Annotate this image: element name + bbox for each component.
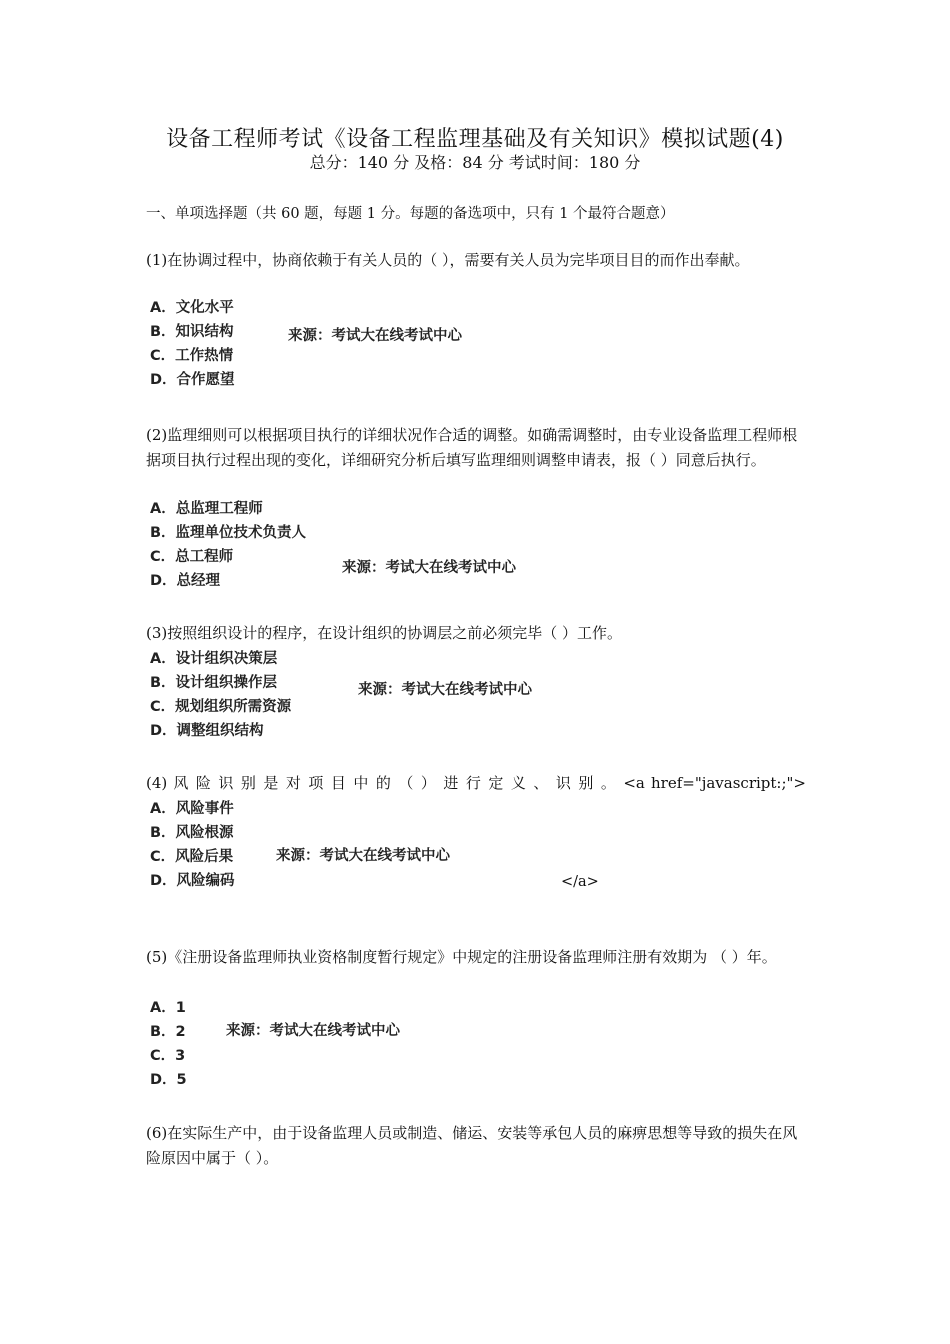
option-d: D．5 [150, 1072, 187, 1088]
option-a: A．总监理工程师 [150, 501, 263, 517]
source-label: 来源：考试大在线考试中心 [288, 328, 462, 344]
question-1-options [150, 296, 235, 392]
option-b: B．2 [150, 1024, 186, 1040]
option-d: D．风险编码 [150, 873, 235, 889]
option-d: D．调整组织结构 [150, 723, 264, 739]
option-d: D．总经理 [150, 573, 221, 589]
source-label: 来源：考试大在线考试中心 [276, 848, 450, 864]
question-2-options [150, 497, 306, 593]
source-label: 来源：考试大在线考试中心 [226, 1023, 400, 1039]
question-5-options [150, 996, 187, 1092]
question-3 [146, 621, 806, 646]
question-4 [146, 771, 806, 796]
option-c: C．总工程师 [150, 549, 234, 565]
question-text: (3)按照组织设计的程序，在设计组织的协调层之前必须完毕（ ）工作。 [146, 624, 623, 642]
option-d: D．合作愿望 [150, 372, 235, 388]
option-b: B．监理单位技术负责人 [150, 525, 307, 541]
source-label: 来源：考试大在线考试中心 [358, 682, 532, 698]
question-text: (4) 风 险 识 别 是 对 项 目 中 的 （ ） 进 行 定 义 、 识 别 。 <a href="javascript:;"> [146, 774, 806, 792]
page-title: 设备工程师考试《设备工程监理基础及有关知识》模拟试题(4) [166, 127, 784, 152]
option-c: C．3 [150, 1048, 186, 1064]
option-a: A．设计组织决策层 [150, 651, 278, 667]
question-text: (6)在实际生产中，由于设备监理人员或制造、储运、安装等承包人员的麻痹思想等导致的损失在风险原因中属于（ ）。 [146, 1124, 798, 1167]
question-4-options [150, 797, 235, 893]
question-6 [146, 1121, 806, 1171]
source-label: 来源：考试大在线考试中心 [342, 560, 516, 576]
question-5 [146, 945, 806, 970]
option-c: C．规划组织所需资源 [150, 699, 292, 715]
closing-tag-text: </a> [561, 874, 599, 890]
question-3-options [150, 647, 291, 743]
option-c: C．工作热情 [150, 348, 234, 364]
option-b: B．风险根源 [150, 825, 234, 841]
question-1 [146, 248, 806, 273]
question-text: (2)监理细则可以根据项目执行的详细状况作合适的调整。如确需调整时，由专业设备监理工程师根据项目执行过程出现的变化，详细研究分析后填写监理细则调整申请表，报（ ）同意后执行。 [146, 426, 798, 469]
option-a: A．风险事件 [150, 801, 234, 817]
exam-meta: 总分：140 分 及格：84 分 考试时间：180 分 [309, 153, 641, 172]
option-a: A．文化水平 [150, 300, 234, 316]
section-title: 一、单项选择题（共 60 题，每题 1 分。每题的备选项中，只有 1 个最符合题意） [146, 206, 675, 222]
question-text: (5)《注册设备监理师执业资格制度暂行规定》中规定的注册设备监理师注册有效期为 （ ）年。 [146, 948, 777, 966]
option-a: A．1 [150, 1000, 186, 1016]
option-b: B．设计组织操作层 [150, 675, 278, 691]
option-c: C．风险后果 [150, 849, 234, 865]
option-b: B．知识结构 [150, 324, 234, 340]
question-2 [146, 423, 806, 473]
question-text: (1)在协调过程中，协商依赖于有关人员的（ ），需要有关人员为完毕项目目的而作出奉献。 [146, 251, 750, 269]
